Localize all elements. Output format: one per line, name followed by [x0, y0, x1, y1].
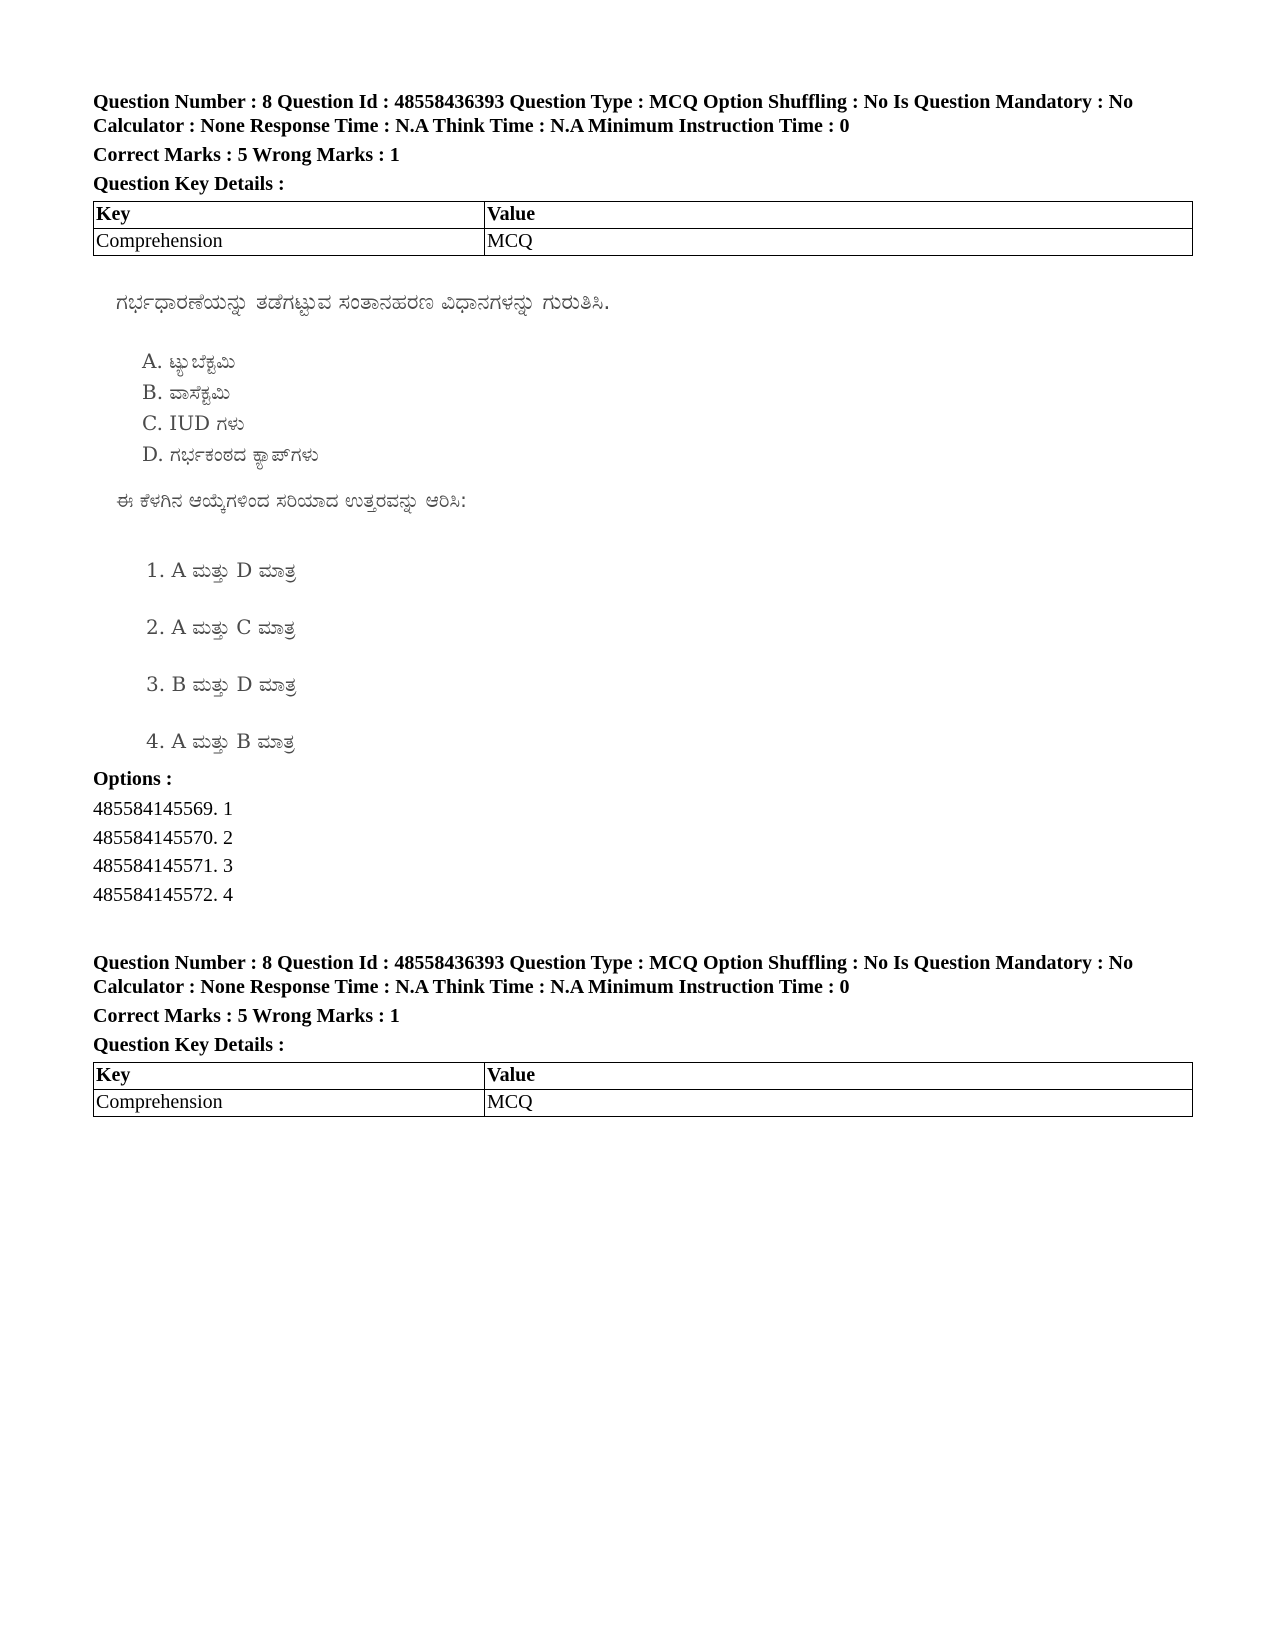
- question-stem: ಗರ್ಭಧಾರಣೆಯನ್ನು ತಡೆಗಟ್ಟುವ ಸಂತಾನಹರಣ ವಿಧಾನಗಳನ್ನು ಗುರುತಿಸಿ.: [116, 290, 611, 315]
- table-header-value: Value: [485, 1063, 1193, 1090]
- question-meta-line-2: Calculator : None Response Time : N.A Think Time : N.A Minimum Instruction Time : 0: [93, 976, 850, 998]
- question-select-instruction: ಈ ಕೆಳಗಿನ ಆಯ್ಕೆಗಳಿಂದ ಸರಿಯಾದ ಉತ್ತರವನ್ನು ಆರಿಸಿ:: [116, 488, 467, 512]
- table-cell-value: MCQ: [485, 1090, 1193, 1117]
- key-details-label: Question Key Details :: [93, 1034, 285, 1056]
- statement-item: A. ಟ್ಯುಬೆಕ್ಟಮಿ: [142, 349, 236, 373]
- question-meta-line-1: Question Number : 8 Question Id : 48558436393 Question Type : MCQ Option Shuffling : No Is Question Mandatory : No: [93, 952, 1134, 974]
- statement-item: C. IUD ಗಳು: [142, 411, 245, 435]
- option-item: 485584145569. 1: [93, 798, 233, 820]
- statement-item: B. ವಾಸೆಕ್ಟಮಿ: [142, 380, 231, 404]
- question-choice-list: [146, 542, 296, 770]
- question-header-2: [93, 951, 1193, 1117]
- statement-item: D. ಗರ್ಭಕಂಠದ ಕ್ಯಾಪ್‌ಗಳು: [142, 442, 319, 466]
- option-item: 485584145572. 4: [93, 883, 233, 906]
- table-header-key: Key: [94, 202, 485, 229]
- key-details-table: [93, 201, 1193, 256]
- table-cell-value: MCQ: [485, 229, 1193, 256]
- question-statement-list: [142, 346, 319, 470]
- marks-line: Correct Marks : 5 Wrong Marks : 1: [93, 144, 400, 166]
- choice-item: 2. A ಮತ್ತು C ಮಾತ್ರ: [146, 615, 296, 639]
- choice-item: 4. A ಮತ್ತು B ಮಾತ್ರ: [146, 729, 295, 753]
- table-header-value: Value: [485, 202, 1193, 229]
- question-meta-line-2: Calculator : None Response Time : N.A Think Time : N.A Minimum Instruction Time : 0: [93, 115, 850, 137]
- options-heading: Options :: [93, 768, 173, 790]
- options-list: [93, 795, 1193, 909]
- question-meta-line-1: Question Number : 8 Question Id : 48558436393 Question Type : MCQ Option Shuffling : No Is Question Mandatory : No: [93, 91, 1134, 113]
- table-header-key: Key: [94, 1063, 485, 1090]
- key-details-label: Question Key Details :: [93, 173, 285, 195]
- table-cell-key: Comprehension: [94, 1090, 485, 1117]
- options-section: [93, 767, 1193, 909]
- option-item: 485584145571. 3: [93, 855, 233, 877]
- marks-line: Correct Marks : 5 Wrong Marks : 1: [93, 1005, 400, 1027]
- question-image: [110, 280, 870, 760]
- choice-item: 3. B ಮತ್ತು D ಮಾತ್ರ: [146, 672, 297, 696]
- question-header-1: [93, 90, 1193, 256]
- table-header-row: [94, 1063, 1193, 1090]
- table-row: [94, 229, 1193, 256]
- choice-item: 1. A ಮತ್ತು D ಮಾತ್ರ: [146, 558, 297, 582]
- table-cell-key: Comprehension: [94, 229, 485, 256]
- table-row: [94, 1090, 1193, 1117]
- table-header-row: [94, 202, 1193, 229]
- option-item: 485584145570. 2: [93, 826, 233, 849]
- key-details-table: [93, 1062, 1193, 1117]
